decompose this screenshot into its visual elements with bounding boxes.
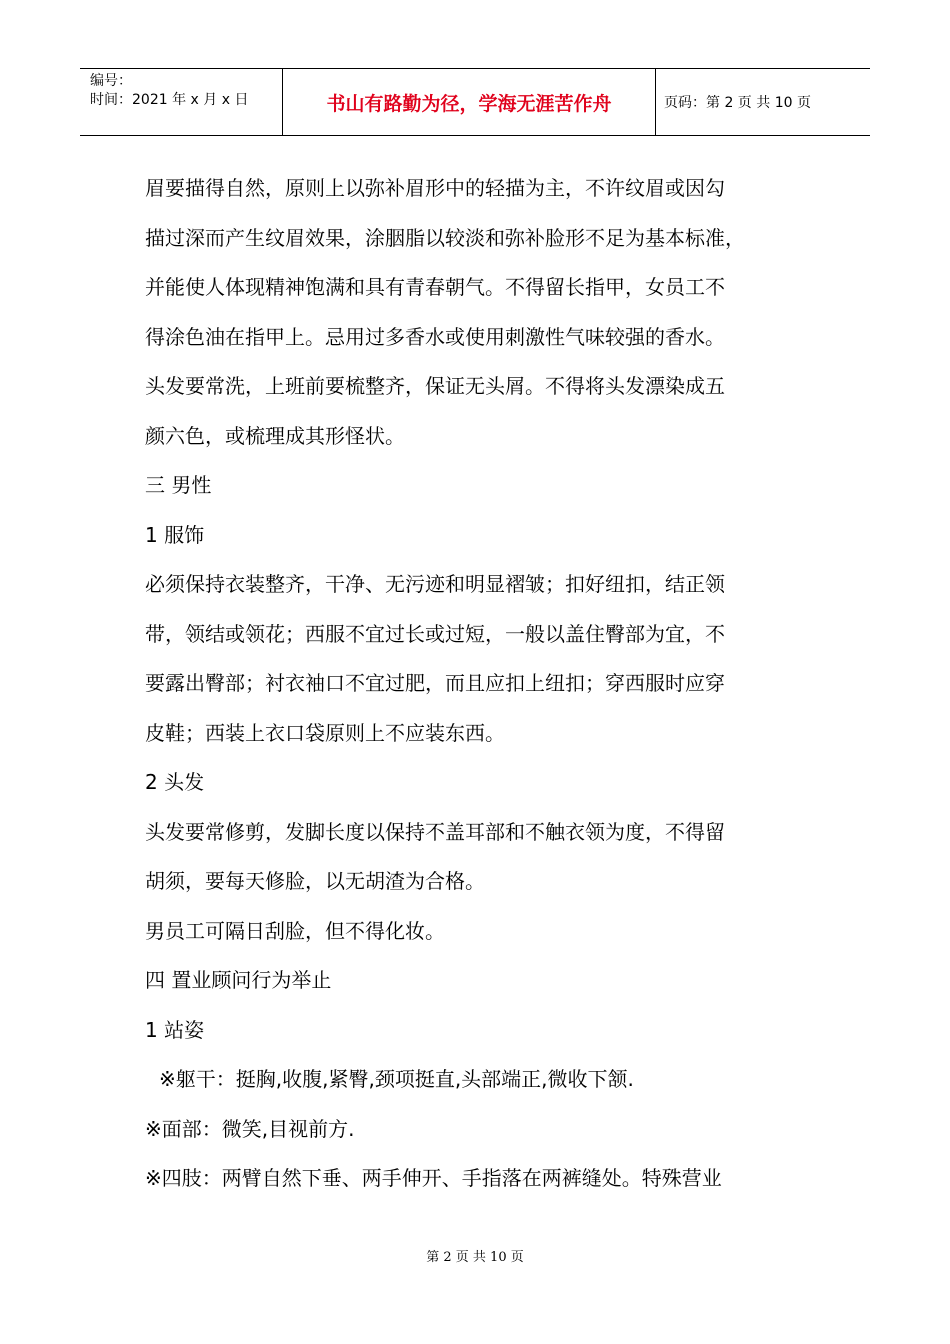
subheading-clothing: 1 服饰: [145, 522, 205, 547]
paragraph-line: 要露出臀部；衬衣袖口不宜过肥，而且应扣上纽扣；穿西服时应穿: [145, 671, 725, 695]
paragraph-line: 得涂色油在指甲上。忌用过多香水或使用刺激性气味较强的香水。: [145, 324, 725, 349]
paragraph-line: 头发要常修剪，发脚长度以保持不盖耳部和不触衣领为度，不得留: [145, 819, 725, 844]
paragraph-line: 头发要常洗，上班前要梳整齐，保证无头屑。不得将头发漂染成五: [145, 374, 725, 398]
paragraph-line: 男员工可隔日刮脸，但不得化妆。: [145, 918, 445, 943]
subheading-hair: 2 头发: [145, 770, 205, 794]
document-body: [145, 164, 813, 1204]
paragraph-line: 描过深而产生纹眉效果，涂胭脂以较淡和弥补脸形不足为基本标准，: [145, 225, 745, 250]
time-label: 时间：2021 年 x 月 x 日: [90, 92, 249, 108]
paragraph-line: 胡须，要每天修脸，以无胡渣为合格。: [145, 869, 485, 893]
header-meta: [80, 69, 283, 135]
paragraph-line: 眉要描得自然，原则上以弥补眉形中的轻描为主，不许纹眉或因勾: [145, 176, 725, 200]
page-footer: 第 2 页 共 10 页: [426, 1250, 524, 1265]
subheading-standing: 1 站姿: [145, 1017, 205, 1042]
bullet-line: ※躯干：挺胸,收腹,紧臀,颈项挺直,头部端正,微收下颔.: [159, 1067, 634, 1091]
serial-label: 编号：: [90, 73, 132, 89]
section-heading-male: 三 男性: [145, 473, 212, 497]
paragraph-line: 必须保持衣装整齐，干净、无污迹和明显褶皱；扣好纽扣，结正领: [145, 572, 725, 596]
paragraph-line: 颜六色，或梳理成其形怪状。: [145, 423, 405, 448]
bullet-line: ※四肢：两臂自然下垂、两手伸开、手指落在两裤缝处。特殊营业: [145, 1166, 722, 1190]
page-header: [80, 68, 870, 136]
header-page-info: 页码：第 2 页 共 10 页: [664, 95, 811, 111]
bullet-line: ※面部：微笑,目视前方.: [145, 1116, 355, 1141]
paragraph-line: 带，领结或领花；西服不宜过长或过短，一般以盖住臀部为宜，不: [145, 621, 725, 646]
section-heading-behavior: 四 置业顾问行为举止: [145, 968, 332, 992]
paragraph-line: 并能使人体现精神饱满和具有青春朝气。不得留长指甲，女员工不: [145, 275, 725, 299]
paragraph-line: 皮鞋；西装上衣口袋原则上不应装东西。: [145, 720, 505, 745]
header-motto: 书山有路勤为径，学海无涯苦作舟: [283, 69, 656, 135]
